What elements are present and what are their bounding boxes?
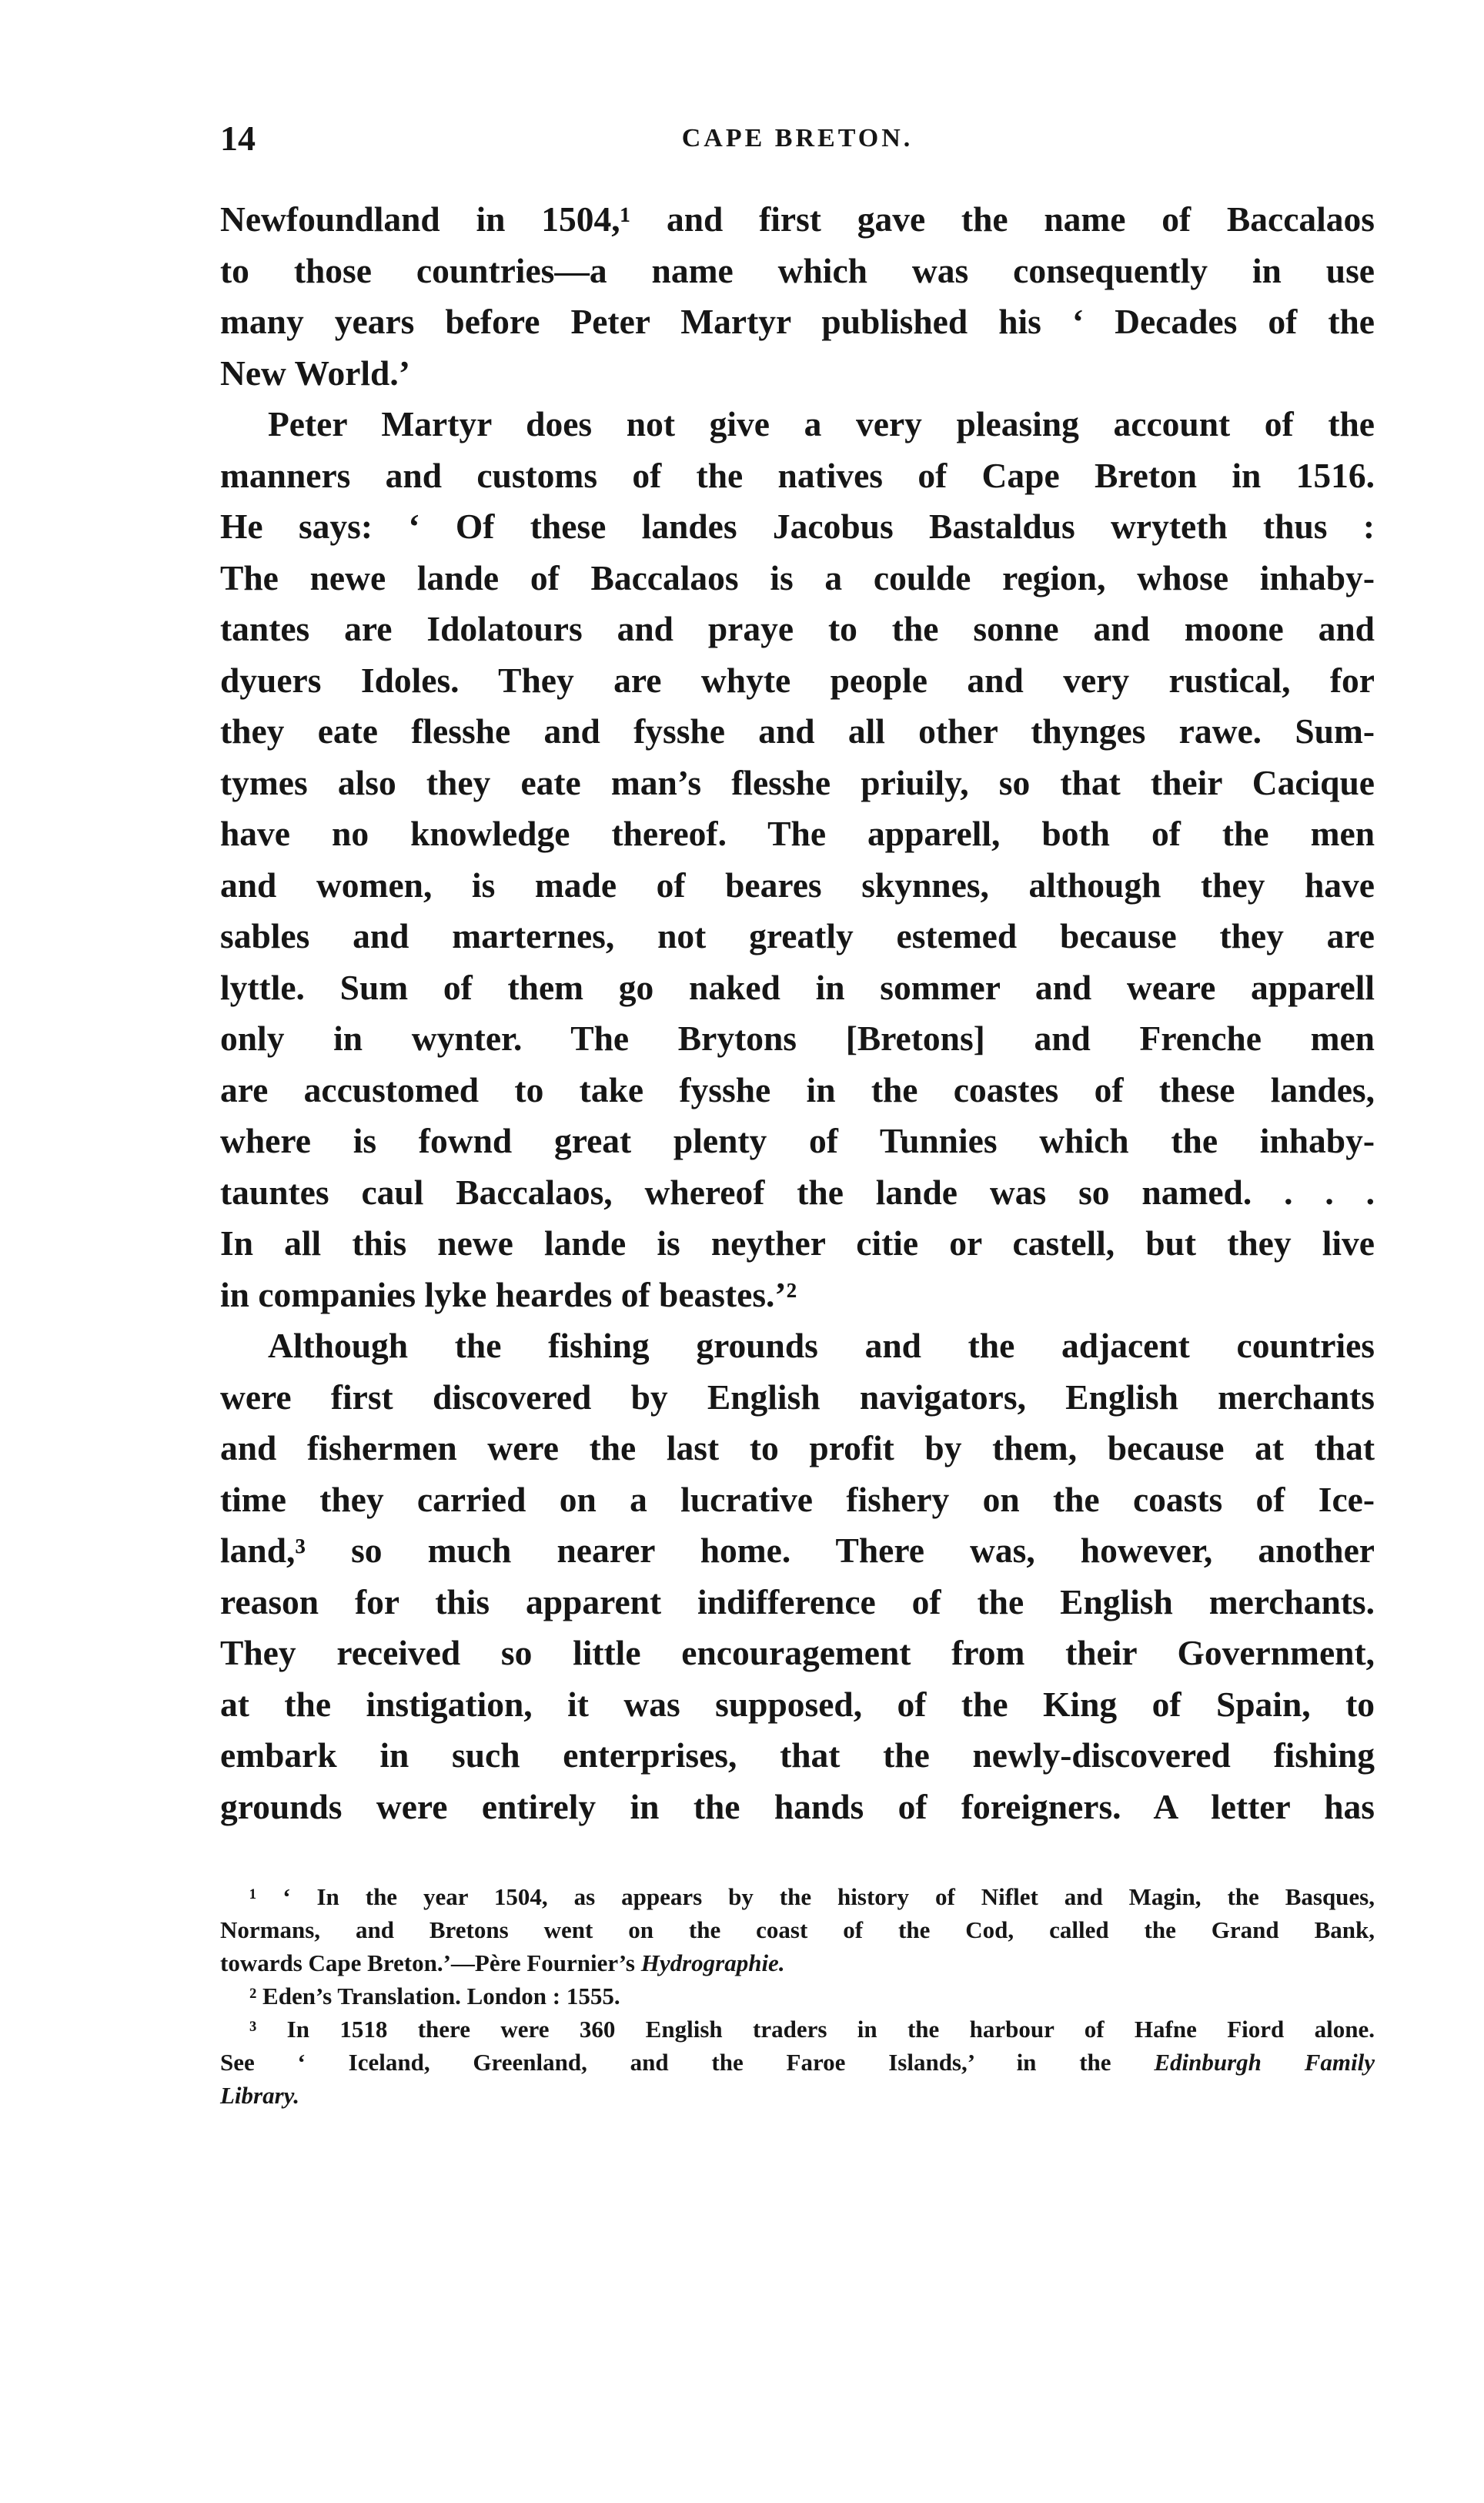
footnote-2 xyxy=(220,1979,1375,2013)
text-line: only in wynter. The Brytons [Bretons] and Frenche men xyxy=(220,1019,1375,1058)
text-line: Newfoundland in 1504,¹ and first gave the name of Baccalaos xyxy=(220,199,1375,239)
text-line: manners and customs of the natives of Cape Breton in 1516. xyxy=(220,455,1375,495)
footnote-line xyxy=(220,1946,1375,1979)
text-line: dyuers Idoles. They are whyte people and very rustical, for xyxy=(220,660,1375,700)
text-line: tauntes caul Baccalaos, whereof the lande was so named. . . . xyxy=(220,1172,1375,1212)
footnote-line: Normans, and Bretons went on the coast of the Cod, called the Grand Bank, xyxy=(220,1916,1375,1943)
footnote-line: ² Eden’s Translation. London : 1555. xyxy=(249,1983,620,2009)
text-line: The newe lande of Baccalaos is a coulde region, whose inhaby- xyxy=(220,557,1375,597)
page-number: 14 xyxy=(220,119,256,158)
text-line: are accustomed to take fysshe in the coastes of these landes, xyxy=(220,1069,1375,1109)
running-head xyxy=(220,115,1375,162)
text-line: They received so little encouragement from their Government, xyxy=(220,1633,1375,1672)
text-line: Although the fishing grounds and the adjacent countries xyxy=(268,1326,1375,1365)
text-line: in companies lyke heardes of beastes.’² xyxy=(220,1274,797,1314)
book-page xyxy=(220,115,1375,2112)
text-line: In all this newe lande is neyther citie or castell, but they live xyxy=(220,1223,1375,1263)
text-line: where is fownd great plenty of Tunnies which the inhaby- xyxy=(220,1121,1375,1160)
text-line: reason for this apparent indifference of the English merchants. xyxy=(220,1581,1375,1621)
text-line: they eate flesshe and fysshe and all other thynges rawe. Sum- xyxy=(220,711,1375,751)
text-line: He says: ‘ Of these landes Jacobus Bastaldus wryteth thus : xyxy=(220,507,1375,546)
text-line: many years before Peter Martyr published his ‘ Decades of the xyxy=(220,302,1375,341)
text-line: New World.’ xyxy=(220,353,410,393)
text-line: to those countries—a name which was consequently in use xyxy=(220,250,1375,290)
footnote-line: Library. xyxy=(220,2082,300,2109)
text-line: have no knowledge thereof. The apparell, both of the men xyxy=(220,814,1375,853)
body-text xyxy=(220,194,1375,1832)
footnote-1 xyxy=(220,1880,1375,1979)
footnotes xyxy=(220,1880,1375,2112)
text-line: at the instigation, it was supposed, of the King of Spain, to xyxy=(220,1684,1375,1724)
text-line: grounds were entirely in the hands of foreigners. A letter has xyxy=(220,1786,1375,1826)
text-line: time they carried on a lucrative fishery on the coasts of Ice- xyxy=(220,1479,1375,1519)
footnote-3 xyxy=(220,2013,1375,2112)
footnote-line: ³ In 1518 there were 360 English traders in the harbour of Hafne Fiord alone. xyxy=(249,2016,1375,2043)
footnote-line: ¹ ‘ In the year 1504, as appears by the history of Niflet and Magin, the Basques, xyxy=(249,1883,1375,1910)
text-line: and fishermen were the last to profit by them, because at that xyxy=(220,1428,1375,1467)
text-line: tantes are Idolatours and praye to the sonne and moone and xyxy=(220,609,1375,648)
text-line: Peter Martyr does not give a very pleasing account of the xyxy=(268,404,1375,443)
footnote-line xyxy=(220,2046,1375,2079)
text-line: sables and marternes, not greatly estemed because they are xyxy=(220,916,1375,955)
footnote-text: towards Cape Breton.’—Père Fournier’s xyxy=(220,1949,641,1976)
text-line: land,³ so much nearer home. There was, however, another xyxy=(220,1531,1375,1570)
text-line: and women, is made of beares skynnes, although they have xyxy=(220,865,1375,905)
text-line: embark in such enterprises, that the newly-discovered fishing xyxy=(220,1735,1375,1775)
footnote-italic-title: Hydrographie. xyxy=(640,1949,785,1976)
text-line: lyttle. Sum of them go naked in sommer and weare apparell xyxy=(220,967,1375,1007)
footnote-italic-title: Edinburgh Family xyxy=(1154,2049,1375,2076)
text-line: tymes also they eate man’s flesshe priuily, so that their Cacique xyxy=(220,762,1375,802)
text-line: were first discovered by English navigators, English merchants xyxy=(220,1377,1375,1417)
footnote-text: See ‘ Iceland, Greenland, and the Faroe Islands,’ in the xyxy=(220,2049,1155,2076)
running-title: CAPE BRETON. xyxy=(681,124,914,152)
